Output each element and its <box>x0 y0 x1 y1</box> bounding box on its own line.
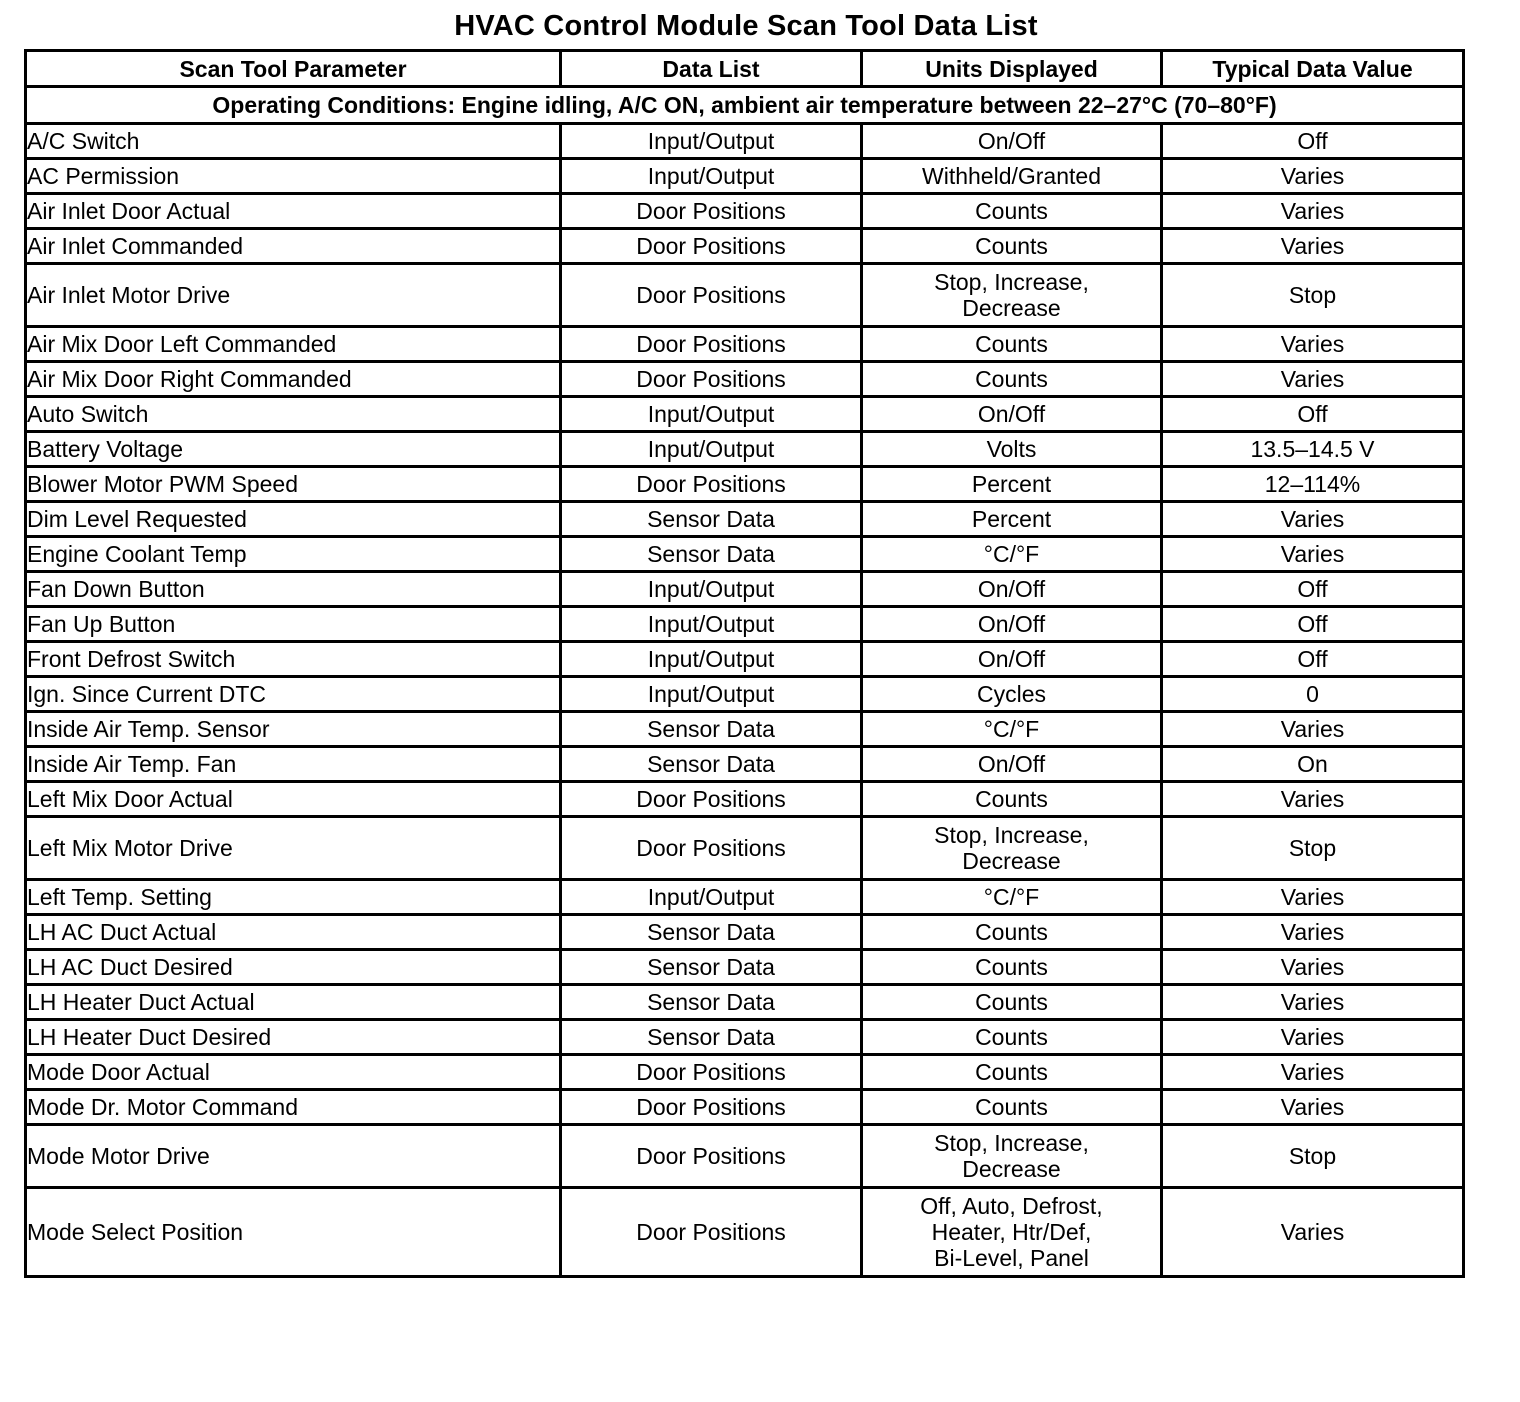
parameter-cell: A/C Switch <box>26 124 561 159</box>
typical-value-cell: Off <box>1162 607 1464 642</box>
units-cell: On/Off <box>862 397 1162 432</box>
typical-value-cell: Stop <box>1162 1125 1464 1188</box>
units-cell: Counts <box>862 327 1162 362</box>
units-cell: Percent <box>862 467 1162 502</box>
units-cell: On/Off <box>862 607 1162 642</box>
data-list-cell: Input/Output <box>561 880 862 915</box>
parameter-cell: Inside Air Temp. Fan <box>26 747 561 782</box>
parameter-cell: Battery Voltage <box>26 432 561 467</box>
parameter-cell: Air Mix Door Left Commanded <box>26 327 561 362</box>
units-cell: Cycles <box>862 677 1162 712</box>
data-list-cell: Sensor Data <box>561 502 862 537</box>
column-header-parameter: Scan Tool Parameter <box>26 51 561 87</box>
table-row <box>26 1125 1464 1188</box>
units-cell: °C/°F <box>862 537 1162 572</box>
units-cell: Percent <box>862 502 1162 537</box>
parameter-cell: LH AC Duct Desired <box>26 950 561 985</box>
table-row <box>26 159 1464 194</box>
table-row <box>26 880 1464 915</box>
parameter-cell: Air Mix Door Right Commanded <box>26 362 561 397</box>
parameter-cell: LH Heater Duct Desired <box>26 1020 561 1055</box>
parameter-cell: AC Permission <box>26 159 561 194</box>
table-row <box>26 124 1464 159</box>
table-row <box>26 1055 1464 1090</box>
table-row <box>26 782 1464 817</box>
data-list-cell: Door Positions <box>561 194 862 229</box>
typical-value-cell: Varies <box>1162 537 1464 572</box>
parameter-cell: Left Mix Door Actual <box>26 782 561 817</box>
typical-value-cell: Varies <box>1162 915 1464 950</box>
data-list-cell: Sensor Data <box>561 985 862 1020</box>
data-list-cell: Door Positions <box>561 467 862 502</box>
typical-value-cell: Varies <box>1162 194 1464 229</box>
parameter-cell: Fan Down Button <box>26 572 561 607</box>
table-row <box>26 1188 1464 1277</box>
data-list-cell: Sensor Data <box>561 537 862 572</box>
parameter-cell: LH Heater Duct Actual <box>26 985 561 1020</box>
table-row <box>26 194 1464 229</box>
typical-value-cell: Varies <box>1162 159 1464 194</box>
data-table <box>24 49 1465 1278</box>
parameter-cell: LH AC Duct Actual <box>26 915 561 950</box>
table-row <box>26 712 1464 747</box>
table-row <box>26 264 1464 327</box>
typical-value-cell: Varies <box>1162 362 1464 397</box>
parameter-cell: Mode Motor Drive <box>26 1125 561 1188</box>
units-cell: Counts <box>862 782 1162 817</box>
data-list-cell: Door Positions <box>561 817 862 880</box>
units-cell: On/Off <box>862 572 1162 607</box>
parameter-cell: Mode Dr. Motor Command <box>26 1090 561 1125</box>
units-cell: °C/°F <box>862 880 1162 915</box>
parameter-cell: Left Mix Motor Drive <box>26 817 561 880</box>
data-list-cell: Input/Output <box>561 124 862 159</box>
typical-value-cell: Varies <box>1162 1020 1464 1055</box>
parameter-cell: Front Defrost Switch <box>26 642 561 677</box>
table-row <box>26 502 1464 537</box>
table-row <box>26 642 1464 677</box>
typical-value-cell: Off <box>1162 642 1464 677</box>
typical-value-cell: Varies <box>1162 1188 1464 1277</box>
table-row <box>26 1020 1464 1055</box>
operating-conditions-row <box>26 87 1464 124</box>
table-row <box>26 747 1464 782</box>
data-list-cell: Sensor Data <box>561 950 862 985</box>
table-row <box>26 432 1464 467</box>
data-list-cell: Sensor Data <box>561 747 862 782</box>
typical-value-cell: Off <box>1162 572 1464 607</box>
typical-value-cell: Varies <box>1162 880 1464 915</box>
header-row <box>26 51 1464 87</box>
parameter-cell: Inside Air Temp. Sensor <box>26 712 561 747</box>
typical-value-cell: 12–114% <box>1162 467 1464 502</box>
units-cell: On/Off <box>862 642 1162 677</box>
typical-value-cell: On <box>1162 747 1464 782</box>
data-list-cell: Door Positions <box>561 1125 862 1188</box>
data-list-cell: Input/Output <box>561 607 862 642</box>
parameter-cell: Dim Level Requested <box>26 502 561 537</box>
typical-value-cell: Stop <box>1162 817 1464 880</box>
data-list-cell: Door Positions <box>561 1055 862 1090</box>
data-list-cell: Input/Output <box>561 642 862 677</box>
table-row <box>26 677 1464 712</box>
page-title: HVAC Control Module Scan Tool Data List <box>454 10 1038 42</box>
parameter-cell: Mode Select Position <box>26 1188 561 1277</box>
units-cell: Counts <box>862 1090 1162 1125</box>
parameter-cell: Left Temp. Setting <box>26 880 561 915</box>
typical-value-cell: Varies <box>1162 1090 1464 1125</box>
data-list-cell: Door Positions <box>561 1090 862 1125</box>
units-cell: Counts <box>862 950 1162 985</box>
units-cell: Withheld/Granted <box>862 159 1162 194</box>
table-row <box>26 950 1464 985</box>
table-row <box>26 817 1464 880</box>
data-list-cell: Sensor Data <box>561 1020 862 1055</box>
data-list-cell: Input/Output <box>561 397 862 432</box>
units-cell: Counts <box>862 1055 1162 1090</box>
typical-value-cell: Varies <box>1162 782 1464 817</box>
data-list-cell: Door Positions <box>561 327 862 362</box>
parameter-cell: Air Inlet Door Actual <box>26 194 561 229</box>
data-list-cell: Input/Output <box>561 432 862 467</box>
typical-value-cell: Varies <box>1162 950 1464 985</box>
units-cell: Counts <box>862 362 1162 397</box>
data-list-cell: Sensor Data <box>561 915 862 950</box>
table-row <box>26 915 1464 950</box>
typical-value-cell: Off <box>1162 397 1464 432</box>
table-row <box>26 327 1464 362</box>
units-cell: Counts <box>862 229 1162 264</box>
typical-value-cell: 13.5–14.5 V <box>1162 432 1464 467</box>
data-list-cell: Door Positions <box>561 229 862 264</box>
parameter-cell: Fan Up Button <box>26 607 561 642</box>
operating-conditions: Operating Conditions: Engine idling, A/C ON, ambient air temperature between 22–27°C (70–80°F) <box>26 87 1464 124</box>
data-list-cell: Door Positions <box>561 1188 862 1277</box>
typical-value-cell: Varies <box>1162 327 1464 362</box>
parameter-cell: Engine Coolant Temp <box>26 537 561 572</box>
table-row <box>26 1090 1464 1125</box>
column-header-typical-value: Typical Data Value <box>1162 51 1464 87</box>
table-row <box>26 362 1464 397</box>
parameter-cell: Blower Motor PWM Speed <box>26 467 561 502</box>
typical-value-cell: Stop <box>1162 264 1464 327</box>
data-list-cell: Door Positions <box>561 362 862 397</box>
units-cell: °C/°F <box>862 712 1162 747</box>
typical-value-cell: Varies <box>1162 712 1464 747</box>
units-cell: Stop, Increase, Decrease <box>862 264 1162 327</box>
units-cell: On/Off <box>862 124 1162 159</box>
units-cell: Stop, Increase, Decrease <box>862 817 1162 880</box>
data-list-cell: Input/Output <box>561 159 862 194</box>
data-list-cell: Input/Output <box>561 677 862 712</box>
units-cell: On/Off <box>862 747 1162 782</box>
table-row <box>26 607 1464 642</box>
typical-value-cell: 0 <box>1162 677 1464 712</box>
column-header-data-list: Data List <box>561 51 862 87</box>
table-row <box>26 572 1464 607</box>
typical-value-cell: Varies <box>1162 985 1464 1020</box>
parameter-cell: Auto Switch <box>26 397 561 432</box>
column-header-units: Units Displayed <box>862 51 1162 87</box>
units-cell: Counts <box>862 194 1162 229</box>
parameter-cell: Air Inlet Motor Drive <box>26 264 561 327</box>
typical-value-cell: Varies <box>1162 502 1464 537</box>
units-cell: Counts <box>862 1020 1162 1055</box>
parameter-cell: Mode Door Actual <box>26 1055 561 1090</box>
data-list-cell: Sensor Data <box>561 712 862 747</box>
parameter-cell: Air Inlet Commanded <box>26 229 561 264</box>
data-list-cell: Input/Output <box>561 572 862 607</box>
units-cell: Stop, Increase, Decrease <box>862 1125 1162 1188</box>
units-cell: Counts <box>862 915 1162 950</box>
parameter-cell: Ign. Since Current DTC <box>26 677 561 712</box>
typical-value-cell: Varies <box>1162 229 1464 264</box>
units-cell: Off, Auto, Defrost, Heater, Htr/Def, Bi-Level, Panel <box>862 1188 1162 1277</box>
units-cell: Volts <box>862 432 1162 467</box>
typical-value-cell: Off <box>1162 124 1464 159</box>
table-row <box>26 397 1464 432</box>
table-row <box>26 467 1464 502</box>
table-body <box>26 87 1464 1277</box>
data-list-cell: Door Positions <box>561 782 862 817</box>
typical-value-cell: Varies <box>1162 1055 1464 1090</box>
table-row <box>26 229 1464 264</box>
data-list-cell: Door Positions <box>561 264 862 327</box>
table-row <box>26 537 1464 572</box>
table-row <box>26 985 1464 1020</box>
units-cell: Counts <box>862 985 1162 1020</box>
